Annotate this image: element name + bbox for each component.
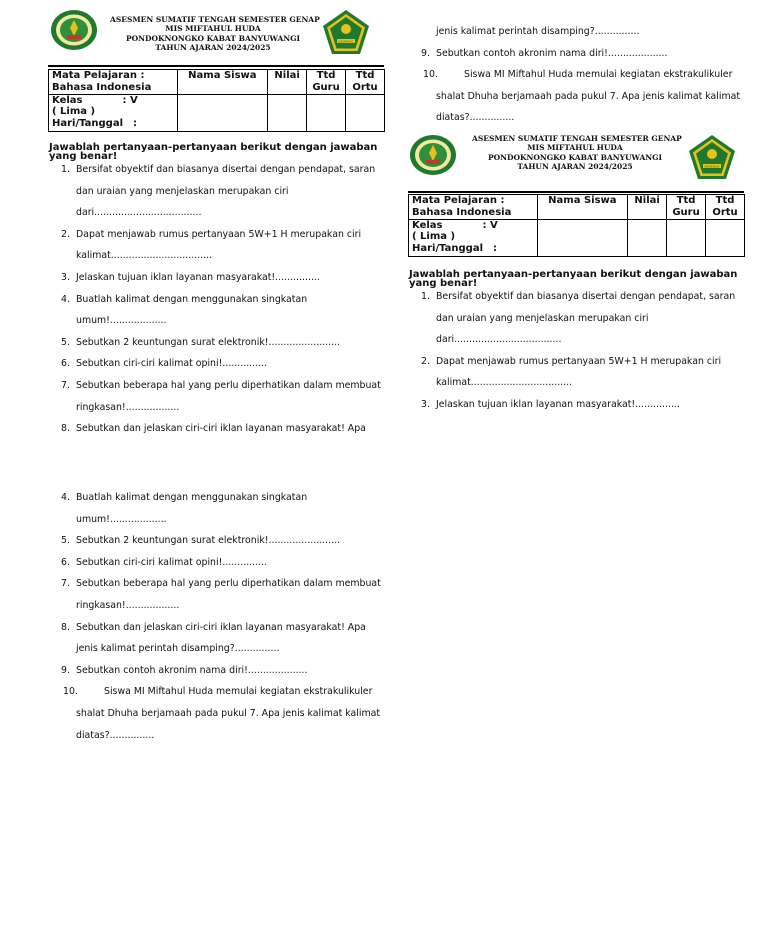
student-info-table-right [408, 194, 745, 257]
mapel-label: Mata Pelajaran : [52, 70, 145, 81]
kelas-sub: ( Lima ) [412, 231, 456, 243]
question-item: 1. Bersifat obyektif dan biasanya disertai dengan pendapat, saran dan uraian yang menjelaskan merupakan ciri dari.................................... [61, 164, 376, 219]
kelas-hari-cell [409, 219, 538, 256]
ttd-guru-field[interactable] [307, 94, 346, 131]
mapel-label: Mata Pelajaran : [412, 195, 505, 206]
ttd-ortu-field[interactable] [706, 219, 745, 256]
question-item: 6. Sebutkan ciri-ciri kalimat opini!............... [61, 358, 268, 370]
col-nilai [268, 70, 307, 95]
question-item: 3. Jelaskan tujuan iklan layanan masyarakat!............... [61, 271, 320, 283]
question-item: 3. Jelaskan tujuan iklan layanan masyarakat!............... [421, 398, 680, 410]
kelas-value: : V [482, 219, 498, 231]
mapel-cell [49, 70, 178, 95]
kelas-sub: ( Lima ) [52, 106, 96, 118]
header-line-4: TAHUN AJARAN 2024/2025 [517, 162, 633, 172]
question-item: 1. Bersifat obyektif dan biasanya disertai dengan pendapat, saran dan uraian yang menjelaskan merupakan ciri dari.................................... [421, 291, 736, 346]
school-logo-right [409, 134, 457, 176]
kelas-label: Kelas [52, 94, 83, 106]
col-ttd-guru [667, 195, 706, 220]
exam-header-right [472, 134, 682, 172]
header-rule-right [408, 191, 744, 193]
col-ortu-label: Ortu [712, 206, 738, 218]
question-item: 9. Sebutkan contoh akronim nama diri!.................... [61, 664, 308, 676]
col-ttd-ortu [706, 195, 745, 220]
col-nama [537, 195, 628, 220]
hari-label: Hari/Tanggal [52, 118, 124, 130]
kelas-value: : V [122, 94, 138, 106]
header-line-4: TAHUN AJARAN 2024/2025 [155, 43, 271, 53]
col-ttd-ortu [346, 70, 385, 95]
question-item-continuation: jenis kalimat perintah disamping?............... [436, 26, 640, 37]
kemenag-logo-right [688, 134, 736, 180]
question-item: 4. Buatlah kalimat dengan menggunakan singkatan umum!................... [61, 492, 308, 525]
col-nama-label: Nama Siswa [188, 70, 257, 81]
ttd-ortu-field[interactable] [346, 94, 385, 131]
col-ttd-guru [307, 70, 346, 95]
kemenag-emblem-icon [688, 134, 736, 180]
hari-sep: : [493, 243, 498, 255]
nama-siswa-field[interactable] [537, 219, 628, 256]
kelas-hari-cell [49, 94, 178, 131]
kelas-label: Kelas [412, 219, 443, 231]
question-item: 7. Sebutkan beberapa hal yang perlu diperhatikan dalam membuat ringkasan!.................. [61, 578, 381, 611]
question-item: 5. Sebutkan 2 keuntungan surat elektronik!........................ [61, 535, 341, 547]
mapel-cell [409, 195, 538, 220]
question-item: 10. Siswa MI Miftahul Huda memulai kegiatan ekstrakulikuler shalat Dhuha berjamaah pada pukul 7. Apa jenis kalimat kalimat diatas?............... [63, 686, 381, 741]
question-list-right-a [409, 21, 745, 129]
logo-label: KEMENAG [338, 39, 354, 44]
nilai-field[interactable] [268, 94, 307, 131]
col-guru-label: Guru [312, 81, 340, 93]
header-line-2: MIS MIFTAHUL HUDA [165, 24, 261, 34]
question-item: 7. Sebutkan beberapa hal yang perlu diperhatikan dalam membuat ringkasan!.................. [61, 379, 381, 413]
school-emblem-icon [409, 134, 457, 176]
ttd-guru-field[interactable] [667, 219, 706, 256]
col-nilai-label: Nilai [634, 195, 660, 206]
question-item: 10. Siswa MI Miftahul Huda memulai kegiatan ekstrakulikuler shalat Dhuha berjamaah pada pukul 7. Apa jenis kalimat kalimat diatas?............... [423, 69, 741, 124]
kemenag-emblem-icon [322, 9, 370, 55]
header-line-3: PONDOKNONGKO KABAT BANYUWANGI [125, 33, 301, 43]
mapel-value: Bahasa Indonesia [52, 81, 152, 93]
col-ttd-label: Ttd [676, 195, 696, 206]
question-item: 5. Sebutkan 2 keuntungan surat elektronik!........................ [61, 336, 341, 348]
col-nilai-label: Nilai [274, 70, 300, 81]
question-item: 8. Sebutkan dan jelaskan ciri-ciri iklan layanan masyarakat! Apa jenis kalimat perintah disamping?............... [61, 621, 366, 655]
col-ortu-label: Ortu [352, 81, 378, 93]
header-line-1: ASESMEN SUMATIF TENGAH SEMESTER GENAP [472, 134, 682, 143]
col-nama-label: Nama Siswa [548, 195, 617, 206]
school-logo-left [50, 9, 98, 51]
question-list-left-a [49, 159, 385, 440]
student-info-table [48, 69, 385, 132]
nama-siswa-field[interactable] [177, 94, 268, 131]
col-nama [177, 70, 268, 95]
header-line-2: MIS MIFTAHUL HUDA [527, 143, 623, 153]
instruction-text: Jawablah pertanyaan-pertanyaan berikut dengan jawaban yang benar! [49, 142, 378, 162]
question-item: 4. Buatlah kalimat dengan menggunakan singkatan umum!................... [61, 293, 308, 327]
instruction-text-right: Jawablah pertanyaan-pertanyaan berikut dengan jawaban yang benar! [409, 269, 738, 289]
col-ttd-label: Ttd [316, 70, 336, 81]
col-ttd-label: Ttd [355, 70, 375, 81]
header-line-3: PONDOKNONGKO KABAT BANYUWANGI [487, 152, 663, 162]
question-list-left-b [49, 487, 385, 746]
question-item: 8. Sebutkan dan jelaskan ciri-ciri iklan layanan masyarakat! Apa [61, 423, 366, 435]
header-rule [48, 65, 384, 67]
nilai-field[interactable] [628, 219, 667, 256]
mapel-value: Bahasa Indonesia [412, 206, 512, 218]
school-emblem-icon [50, 9, 98, 51]
kemenag-logo-left [322, 9, 370, 55]
question-item: 2. Dapat menjawab rumus pertanyaan 5W+1 H merupakan ciri kalimat.................................. [421, 355, 722, 389]
header-line-1: ASESMEN SUMATIF TENGAH SEMESTER GENAP [110, 15, 320, 24]
question-list-right-b [409, 286, 745, 416]
col-ttd-label: Ttd [715, 195, 735, 206]
hari-sep: : [133, 118, 138, 130]
question-item: 6. Sebutkan ciri-ciri kalimat opini!............... [61, 556, 268, 568]
logo-label: KEMENAG [704, 164, 720, 169]
hari-label: Hari/Tanggal [412, 243, 484, 255]
question-item: 9. Sebutkan contoh akronim nama diri!.................... [421, 47, 668, 59]
question-item: 2. Dapat menjawab rumus pertanyaan 5W+1 H merupakan ciri kalimat.................................. [61, 228, 362, 262]
col-nilai [628, 195, 667, 220]
exam-header [110, 15, 320, 53]
col-guru-label: Guru [672, 206, 700, 218]
